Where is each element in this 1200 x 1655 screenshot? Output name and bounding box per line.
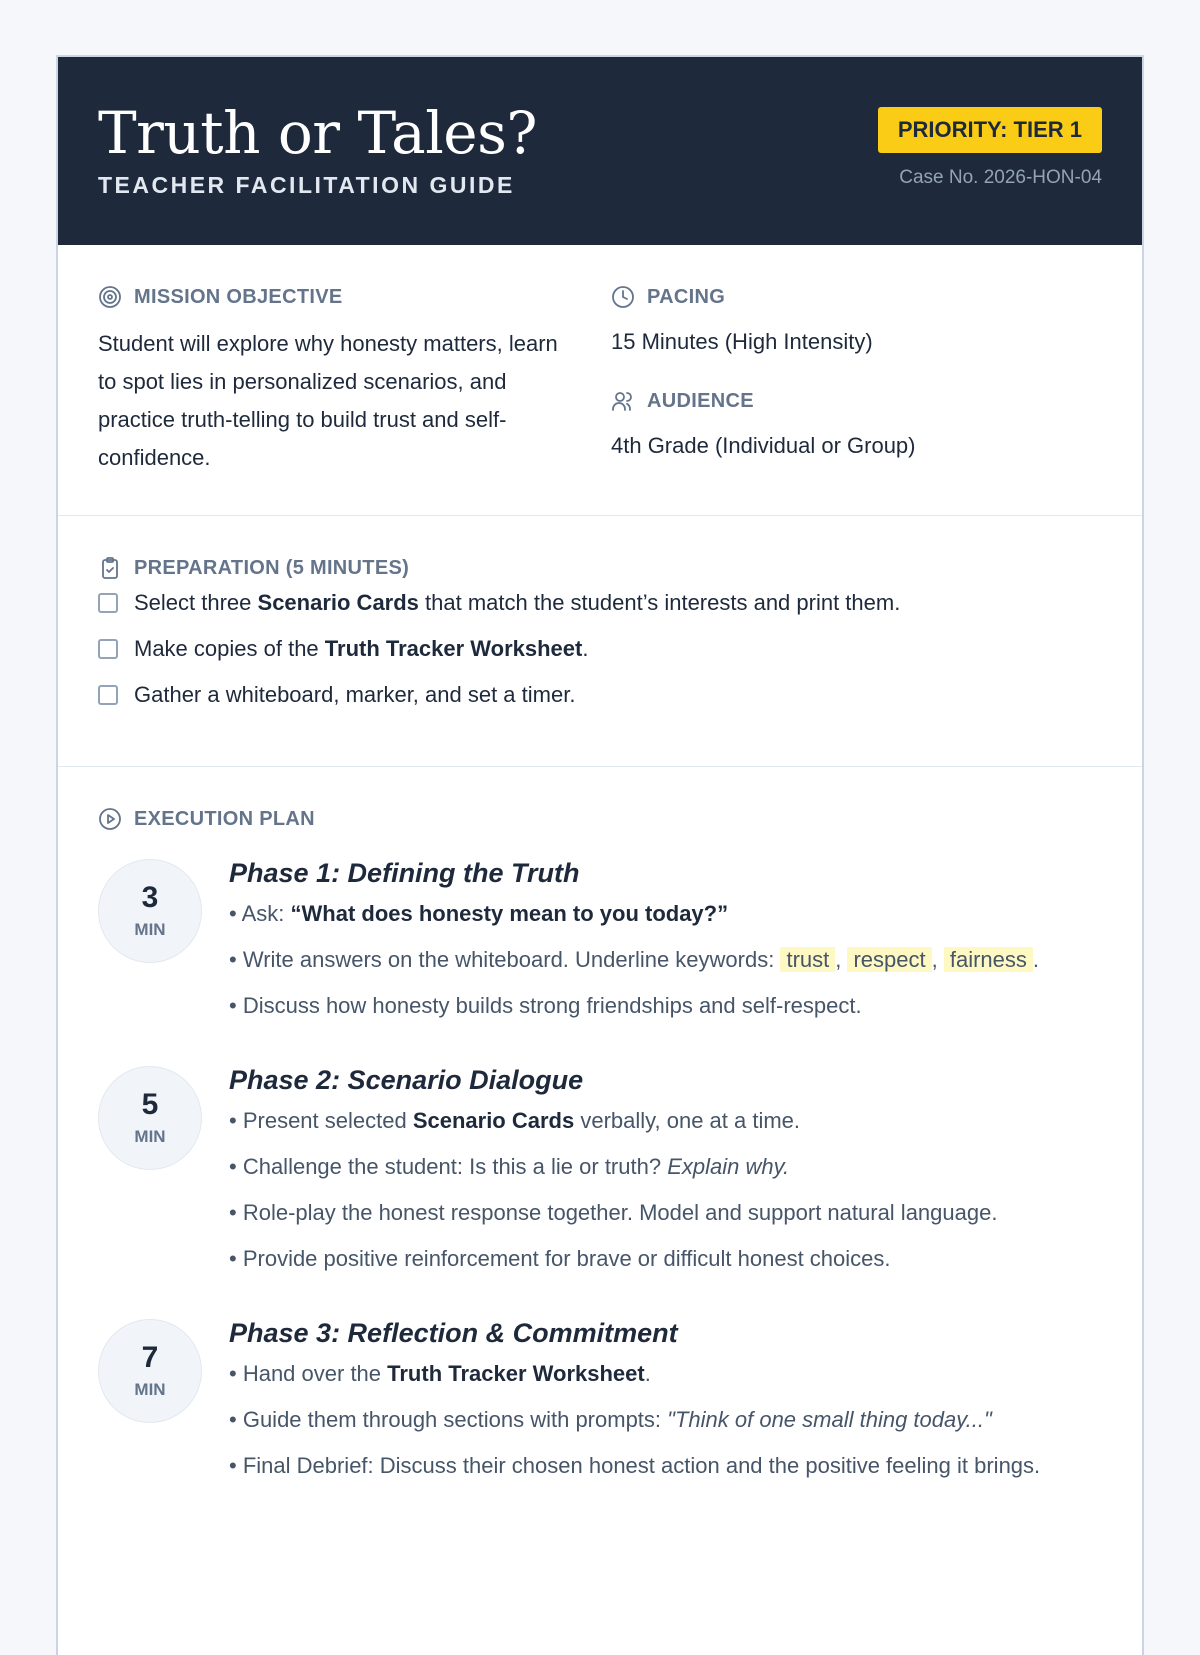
priority-badge: PRIORITY: TIER 1 — [878, 107, 1102, 153]
case-number: Case No. 2026-HON-04 — [899, 167, 1102, 188]
phase-bullet: • Hand over the Truth Tracker Worksheet. — [229, 1361, 651, 1386]
phase-title: Phase 1: Defining the Truth — [229, 858, 580, 888]
mission-heading-label: MISSION OBJECTIVE — [134, 285, 343, 308]
phase-bullet: • Discuss how honesty builds strong friendships and self-respect. — [229, 993, 862, 1018]
page-subtitle: TEACHER FACILITATION GUIDE — [98, 172, 515, 198]
checkbox[interactable] — [98, 685, 118, 705]
checklist-item-text: Select three Scenario Cards that match the student’s interests and print them. — [134, 590, 901, 615]
audience-heading-label: AUDIENCE — [647, 389, 754, 412]
checklist-item[interactable] — [98, 626, 1098, 672]
duration-minutes: 5 — [141, 1088, 159, 1121]
page-header — [58, 57, 1142, 245]
phase-title: Phase 3: Reflection & Commitment — [229, 1318, 678, 1348]
target-icon — [98, 285, 122, 309]
mission-text: Student will explore why honesty matters, learn to spot lies in personalized scenarios, and practice truth-telling to build trust and self-confidence. — [98, 331, 558, 470]
details-column — [611, 285, 1091, 465]
guide-card — [56, 55, 1144, 1655]
execution-heading — [98, 807, 1098, 831]
phase-title: Phase 2: Scenario Dialogue — [229, 1065, 584, 1095]
phase-bullet: • Challenge the student: Is this a lie or truth? Explain why. — [229, 1154, 790, 1179]
preparation-section — [58, 516, 1142, 767]
phase-bullet: • Provide positive reinforcement for brave or difficult honest choices. — [229, 1246, 891, 1271]
keyword-highlight: trust — [780, 947, 835, 972]
duration-unit: MIN — [134, 1127, 166, 1146]
checkbox[interactable] — [98, 639, 118, 659]
pacing-heading — [611, 285, 1091, 309]
duration-minutes: 7 — [141, 1341, 159, 1374]
page-title: Truth or Tales? — [98, 99, 537, 167]
mission-heading — [98, 285, 578, 309]
keyword-highlight: respect — [847, 947, 931, 972]
checklist-item[interactable] — [98, 672, 1098, 718]
phase-bullet: • Guide them through sections with prompts: "Think of one small thing today..." — [229, 1407, 992, 1432]
audience-value: 4th Grade (Individual or Group) — [611, 433, 916, 458]
users-icon — [611, 389, 635, 413]
play-circle-icon — [98, 807, 122, 831]
pacing-value: 15 Minutes (High Intensity) — [611, 329, 873, 354]
overview-section — [58, 245, 1142, 516]
execution-heading-label: EXECUTION PLAN — [134, 807, 315, 830]
clipboard-check-icon — [98, 556, 122, 580]
pacing-heading-label: PACING — [647, 285, 726, 308]
checklist-item-text: Make copies of the Truth Tracker Worksheet. — [134, 636, 589, 661]
duration-minutes: 3 — [141, 881, 159, 914]
duration-badge — [98, 1066, 202, 1170]
checklist-item-text: Gather a whiteboard, marker, and set a timer. — [134, 682, 576, 707]
duration-badge — [98, 859, 202, 963]
checklist-item[interactable] — [98, 580, 1098, 626]
audience-heading — [611, 389, 1091, 413]
duration-badge — [98, 1319, 202, 1423]
phase-bullet: • Present selected Scenario Cards verbally, one at a time. — [229, 1108, 801, 1133]
phase-block — [98, 1060, 1098, 1275]
clock-icon — [611, 285, 635, 309]
phase-block — [98, 1313, 1098, 1482]
preparation-heading — [98, 556, 1098, 580]
phase-bullet: • Ask: “What does honesty mean to you today?” — [229, 901, 729, 926]
phase-bullet: • Role-play the honest response together. Model and support natural language. — [229, 1200, 998, 1225]
phase-bullet: • Final Debrief: Discuss their chosen honest action and the positive feeling it brings. — [229, 1453, 1041, 1478]
mission-column — [98, 285, 578, 477]
duration-unit: MIN — [134, 920, 166, 939]
phase-block — [98, 853, 1098, 1022]
preparation-heading-label: PREPARATION (5 MINUTES) — [134, 556, 410, 579]
checkbox[interactable] — [98, 593, 118, 613]
phase-bullet: • Write answers on the whiteboard. Underline keywords: trust , respect , fairness . — [229, 947, 1040, 972]
duration-unit: MIN — [134, 1380, 166, 1399]
keyword-highlight: fairness — [944, 947, 1033, 972]
